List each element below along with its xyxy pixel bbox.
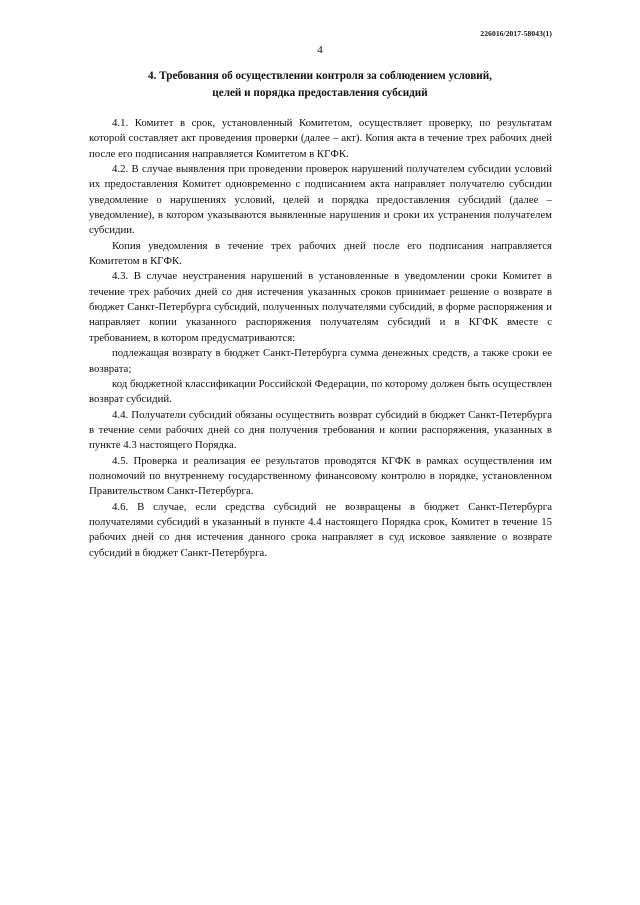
paragraph-4-6: 4.6. В случае, если средства субсидий не возвращены в бюджет Санкт-Петербурга получателями субсидий в указанный в пункте 4.4 настоящего Порядка срок, Комитет в течение 15 рабочих дней со дня истечения данного срока направляет в суд исковое заявление о возврате субсидий в бюджет Санкт-Петербурга. [89, 500, 552, 559]
section-title [90, 68, 550, 101]
section-body [89, 116, 552, 561]
paragraph-4-2: 4.2. В случае выявления при проведении проверок нарушений получателем субсидии условий их предоставления Комитет одновременно с подписанием акта направляет получателю субсидии уведомление о нарушениях условий, целей и порядка предоставления субсидий (далее – уведомление), в котором указываются выявленные нарушения и сроки их устранения получателем субсидии. [89, 163, 552, 237]
paragraph-4-4: 4.4. Получатели субсидий обязаны осуществить возврат субсидий в бюджет Санкт-Петербурга в течение семи рабочих дней со дня получения требования и копии распоряжения, указанных в пункте 4.3 настоящего Порядка. [89, 408, 552, 452]
paragraph-4-2-copy: Копия уведомления в течение трех рабочих дней после его подписания направляется Комитетом в КГФК. [89, 239, 552, 268]
paragraph-4-1: 4.1. Комитет в срок, установленный Комитетом, осуществляет проверку, по результатам которой составляет акт проведения проверки (далее – акт). Копия акта в течение трех рабочих дней после его подписания направляется Комитетом в КГФК. [89, 117, 552, 160]
page-number: 4 [317, 44, 323, 56]
paragraph-4-3: 4.3. В случае неустранения нарушений в установленные в уведомлении сроки Комитет в течение трех рабочих дней со дня истечения указанных сроков принимает решение о возврате в бюджет Санкт-Петербурга субсидий, полученных получателями субсидий, в форме распоряжения и направляет копии указанного распоряжения получателям субсидий и в КГФК вместе с требованием, в котором предусматриваются: [89, 270, 552, 344]
section-title-line-2: целей и порядка предоставления субсидий [212, 86, 428, 99]
paragraph-4-3-item-code: код бюджетной классификации Российской Федерации, по которому должен быть осуществлен возврат субсидий. [89, 377, 552, 406]
paragraph-4-3-item-amount: подлежащая возврату в бюджет Санкт-Петербурга сумма денежных средств, а также сроки ее возврата; [89, 347, 552, 375]
document-number: 226016/2017-58043(1) [480, 29, 552, 38]
section-title-line-1: 4. Требования об осуществлении контроля за соблюдением условий, [148, 70, 492, 82]
paragraph-4-5: 4.5. Проверка и реализация ее результатов проводятся КГФК в рамках осуществления им полномочий по внутреннему государственному финансовому контролю в порядке, установленном Правительством Санкт-Петербурга. [89, 454, 552, 498]
